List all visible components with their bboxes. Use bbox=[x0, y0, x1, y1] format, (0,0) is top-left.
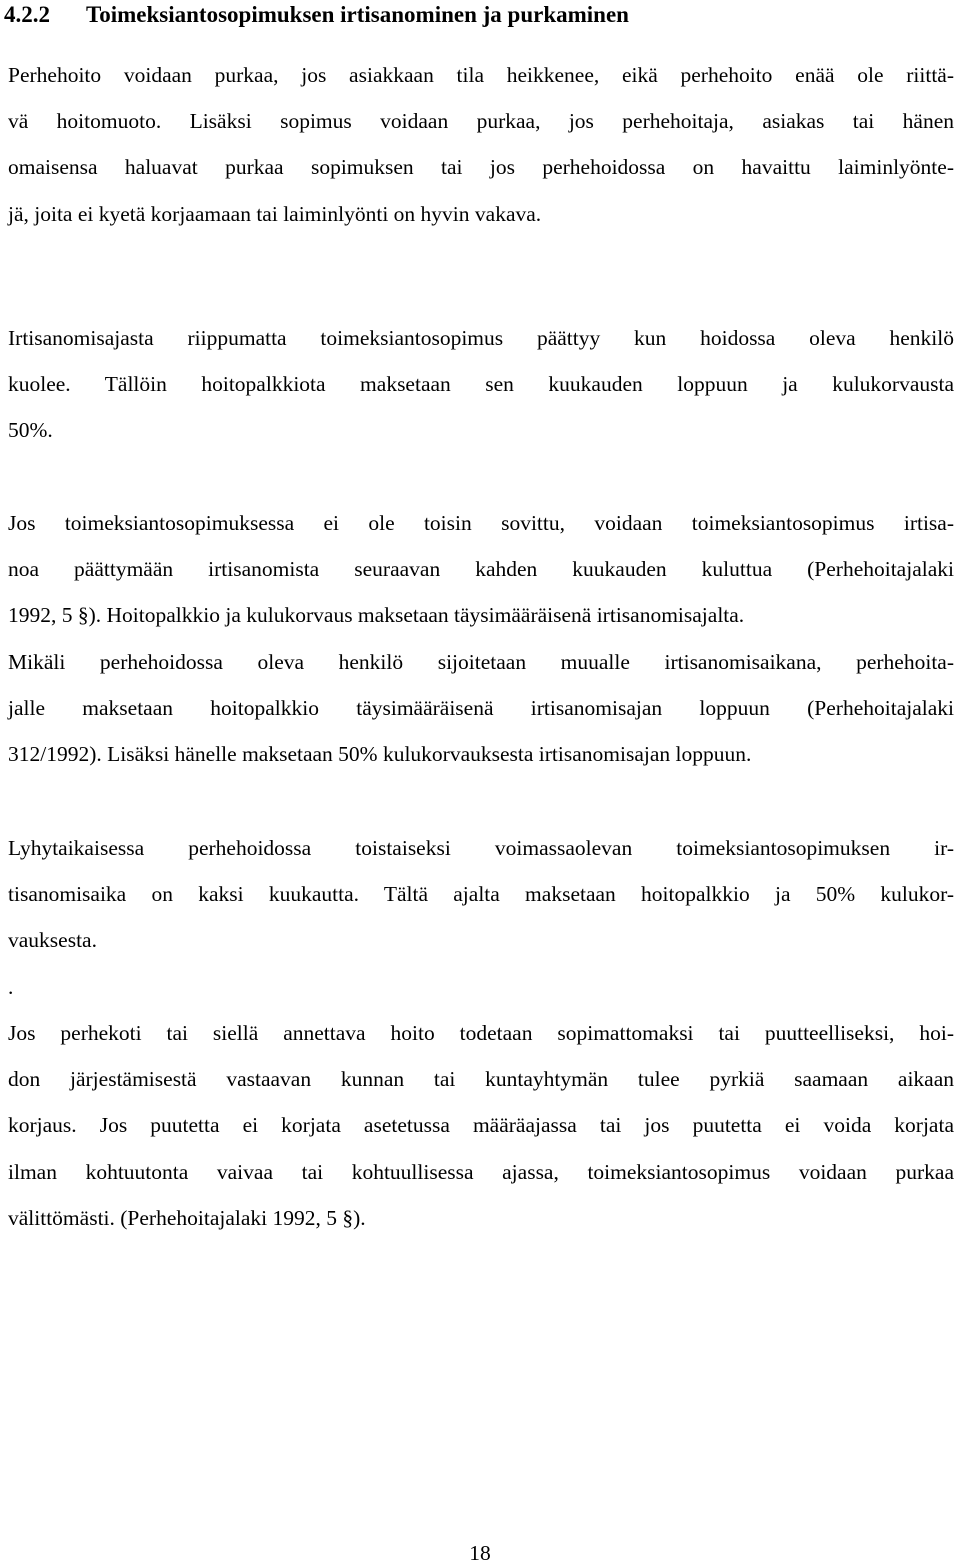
paragraph-line: vauksesta. bbox=[8, 928, 97, 953]
paragraph-line: omaisensa haluavat purkaa sopimuksen tai jos perhehoidossa on havaittu laiminlyönte- bbox=[8, 155, 954, 180]
section-title: Toimeksiantosopimuksen irtisanominen ja purkaminen bbox=[86, 2, 629, 27]
paragraph-line: Mikäli perhehoidossa oleva henkilö sijoitetaan muualle irtisanomisaikana, perhehoita- bbox=[8, 649, 954, 674]
paragraph-line: välittömästi. (Perhehoitajalaki 1992, 5 §). bbox=[8, 1205, 366, 1230]
paragraph-line: 312/1992). Lisäksi hänelle maksetaan 50% kulukorvauksesta irtisanomisajan loppuun. bbox=[8, 742, 752, 767]
paragraph-4 bbox=[8, 825, 954, 1010]
section-heading bbox=[4, 0, 629, 30]
paragraph-line: jä, joita ei kyetä korjaamaan tai laiminlyönti on hyvin vakava. bbox=[8, 201, 542, 226]
paragraph-line: tisanomisaika on kaksi kuukautta. Tältä ajalta maksetaan hoitopalkkio ja 50% kulukor- bbox=[8, 882, 954, 907]
paragraph-5 bbox=[8, 1010, 954, 1241]
paragraph-line: kuolee. Tällöin hoitopalkkiota maksetaan sen kuukauden loppuun ja kulukorvausta bbox=[8, 372, 954, 397]
paragraph-line: ilman kohtuutonta vaivaa tai kohtuullisessa ajassa, toimeksiantosopimus voidaan purkaa bbox=[8, 1159, 954, 1184]
paragraph-line: Perhehoito voidaan purkaa, jos asiakkaan tila heikkenee, eikä perhehoito enää ole riittä- bbox=[8, 63, 954, 87]
paragraph-line: Irtisanomisajasta riippumatta toimeksiantosopimus päättyy kun hoidossa oleva henkilö bbox=[8, 326, 954, 350]
section-number: 4.2.2 bbox=[4, 2, 50, 27]
paragraph-line: noa päättymään irtisanomista seuraavan kahden kuukauden kuluttua (Perhehoitajalaki bbox=[8, 557, 954, 582]
paragraph-line: Jos perhekoti tai siellä annettava hoito todetaan sopimattomaksi tai puutteelliseksi, hoi- bbox=[8, 1021, 954, 1045]
paragraph-line: Lyhytaikaisessa perhehoidossa toistaiseksi voimassaolevan toimeksiantosopimuksen ir- bbox=[8, 836, 954, 860]
paragraph-line: 50%. bbox=[8, 418, 53, 443]
paragraph-3 bbox=[8, 500, 954, 777]
paragraph-line: jalle maksetaan hoitopalkkio täysimääräisenä irtisanomisajan loppuun (Perhehoitajalaki bbox=[8, 695, 954, 720]
paragraph-line: don järjestämisestä vastaavan kunnan tai kuntayhtymän tulee pyrkiä saamaan aikaan bbox=[8, 1067, 954, 1092]
stray-period: . bbox=[8, 974, 14, 999]
paragraph-line: vä hoitomuoto. Lisäksi sopimus voidaan purkaa, jos perhehoitaja, asiakas tai hänen bbox=[8, 109, 954, 134]
paragraph-1 bbox=[8, 52, 954, 237]
paragraph-line: Jos toimeksiantosopimuksessa ei ole toisin sovittu, voidaan toimeksiantosopimus irtisa- bbox=[8, 511, 954, 535]
page-number: 18 bbox=[469, 1541, 491, 1565]
paragraph-2 bbox=[8, 315, 954, 454]
paragraph-line: korjaus. Jos puutetta ei korjata asetetussa määräajassa tai jos puutetta ei voida korjata bbox=[8, 1113, 954, 1138]
paragraph-line: 1992, 5 §). Hoitopalkkio ja kulukorvaus maksetaan täysimääräisenä irtisanomisajalta. bbox=[8, 603, 745, 628]
